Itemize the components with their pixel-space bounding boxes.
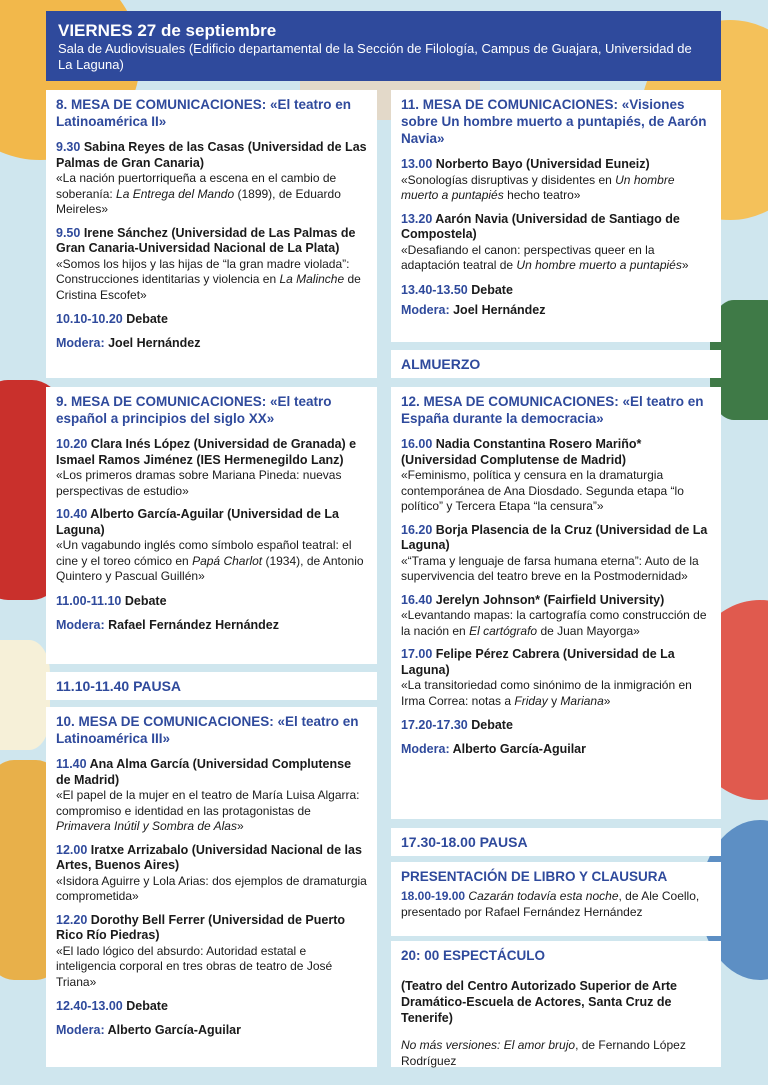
show-card <box>391 941 721 1067</box>
presentation-title: PRESENTACIÓN DE LIBRO Y CLAUSURA <box>401 869 668 884</box>
debate-line: 11.00-11.10 Debate <box>56 593 167 608</box>
talk-speaker: Aarón Navia (Universidad de Santiago de Compostela) <box>401 211 680 241</box>
debate-line: 10.10-10.20 Debate <box>56 312 168 326</box>
pause-strip: 11.10-11.40 PAUSA <box>46 672 377 700</box>
talk-title: «Desafiando el canon: perspectivas queer en la adaptación teatral de Un hombre muerto a puntapiés» <box>401 242 689 272</box>
day-header-banner <box>46 11 721 81</box>
talk-speaker: Sabina Reyes de las Casas (Universidad de Las Palmas de Gran Canaria) <box>56 140 367 170</box>
mesa-10-card <box>46 707 377 1067</box>
mesa-11-card <box>391 90 721 342</box>
mesa-title: 12. MESA DE COMUNICACIONES: «El teatro en España durante la democracia» <box>401 394 704 426</box>
talk-time: 16.00 <box>401 437 433 451</box>
mesa-9-card <box>46 387 377 664</box>
mesa-title: 10. MESA DE COMUNICACIONES: «El teatro en Latinoamérica III» <box>56 714 359 746</box>
talk-item <box>401 157 711 204</box>
talk-speaker: Irene Sánchez (Universidad de Las Palmas de Gran Canaria-Universidad Nacional de La Plata) <box>56 225 356 255</box>
talk-item <box>401 437 711 515</box>
talk-speaker: Clara Inés López (Universidad de Granada) e Ismael Ramos Jiménez (IES Hermenegildo Lanz) <box>56 437 357 467</box>
show-title: 20: 00 ESPECTÁCULO <box>401 948 546 963</box>
talk-time: 16.40 <box>401 592 433 607</box>
debate-line: 13.40-13.50 Debate <box>401 282 513 297</box>
talk-title: «Sonologías disruptivas y disidentes en Un hombre muerto a puntapiés hecho teatro» <box>401 172 675 202</box>
talk-item <box>56 507 367 585</box>
show-work: No más versiones: El amor brujo, de Fernando López Rodríguez <box>401 1038 686 1068</box>
talk-speaker: Alberto García-Aguilar (Universidad de La Laguna) <box>56 507 339 537</box>
talk-speaker: Jerelyn Johnson* (Fairfield University) <box>435 592 665 607</box>
talk-speaker: Nadia Constantina Rosero Mariño* (Universidad Complutense de Madrid) <box>401 437 642 467</box>
talk-title: «La transitoriedad como sinónimo de la inmigración en Irma Correa: notas a Friday y Mariana» <box>401 678 692 708</box>
talk-time: 16.20 <box>401 522 433 537</box>
talk-item <box>401 523 711 585</box>
talk-time: 13.00 <box>401 157 433 171</box>
talk-item <box>401 593 711 640</box>
talk-title: «Feminismo, política y censura en la dramaturgia contemporánea de Ana Diosdado. Segunda etapa “lo político” y Tercera Etapa “la censura”» <box>401 468 684 513</box>
talk-time: 11.40 <box>56 757 87 771</box>
mesa-title: 9. MESA DE COMUNICACIONES: «El teatro español a principios del siglo XX» <box>56 394 332 426</box>
talk-title: «El papel de la mujer en el teatro de María Luisa Algarra: compromiso e identidad en las protagonistas de Primavera Inútil y Sombra de Alas» <box>56 788 360 833</box>
talk-title: «Isidora Aguirre y Lola Arias: dos ejemplos de dramaturgia comprometida» <box>56 873 367 903</box>
mesa-title: 8. MESA DE COMUNICACIONES: «El teatro en Latinoamérica II» <box>56 97 352 129</box>
talk-time: 17.00 <box>401 647 433 661</box>
talk-speaker: Borja Plasencia de la Cruz (Universidad de La Laguna) <box>401 522 708 552</box>
talk-title: «Un vagabundo inglés como símbolo español teatral: el cine y el toreo cómico en Papá Charlot (1934), de Antonio Quintero y Pascual Guillén» <box>56 538 364 583</box>
talk-speaker: Felipe Pérez Cabrera (Universidad de La Laguna) <box>401 647 675 677</box>
talk-time: 10.20 <box>56 437 88 451</box>
pause-strip: 17.30-18.00 PAUSA <box>391 828 721 856</box>
talk-item <box>56 226 367 304</box>
talk-item <box>56 140 367 218</box>
venue-text: Sala de Audiovisuales (Edificio departamental de la Sección de Filología, Campus de Guajara, Universidad de La Laguna) <box>58 41 692 72</box>
talk-time: 13.20 <box>401 211 433 226</box>
talk-time: 12.00 <box>56 842 88 857</box>
talk-title: «El lado lógico del absurdo: Autoridad estatal e inteligencia corporal en tres obras de teatro de José Triana» <box>56 943 333 989</box>
mesa-title: 11. MESA DE COMUNICACIONES: «Visiones sobre Un hombre muerto a puntapiés, de Aarón Navia» <box>401 97 707 146</box>
talk-item <box>56 437 367 499</box>
book-presentation-card <box>391 862 721 936</box>
moderator-line: Modera: Rafael Fernández Hernández <box>56 617 279 632</box>
talk-speaker: Ana Alma García (Universidad Complutense de Madrid) <box>56 757 352 787</box>
day-title: VIERNES 27 de septiembre <box>58 21 277 40</box>
talk-item <box>401 647 711 709</box>
talk-title: «Los primeros dramas sobre Mariana Pineda: nuevas perspectivas de estudio» <box>56 468 342 498</box>
lunch-strip: ALMUERZO <box>391 350 721 378</box>
talk-time: 12.20 <box>56 912 88 927</box>
talk-speaker: Norberto Bayo (Universidad Euneiz) <box>435 157 650 171</box>
background-shape <box>0 640 50 750</box>
talk-item <box>56 913 367 991</box>
talk-title: «“Trama y lenguaje de farsa humana eterna”: Auto de la supervivencia del teatro breve en la Postmodernidad» <box>401 553 699 583</box>
talk-title: «La nación puertorriqueña a escena en el cambio de soberanía: La Entrega del Mando (1899), de Eduardo Meireles» <box>56 171 341 216</box>
debate-line: 17.20-17.30 Debate <box>401 718 513 732</box>
talk-item <box>401 212 711 274</box>
presentation-text: 18.00-19.00 Cazarán todavía esta noche, de Ale Coello, presentado por Rafael Fernández Hernández <box>401 889 700 919</box>
debate-line: 12.40-13.00 Debate <box>56 999 168 1013</box>
talk-title: «Levantando mapas: la cartografía como construcción de la nación en El cartógrafo de Juan Mayorga» <box>401 608 707 638</box>
mesa-12-card <box>391 387 721 819</box>
talk-item <box>56 843 367 905</box>
moderator-line: Modera: Alberto García-Aguilar <box>56 1023 242 1037</box>
show-organizer: (Teatro del Centro Autorizado Superior de Arte Dramático-Escuela de Actores, Santa Cruz de Tenerife) <box>401 979 677 1025</box>
moderator-line: Modera: Alberto García-Aguilar <box>401 742 587 756</box>
moderator-line: Modera: Joel Hernández <box>401 302 546 317</box>
talk-speaker: Dorothy Bell Ferrer (Universidad de Puerto Rico Río Piedras) <box>56 912 345 942</box>
talk-time: 9.50 <box>56 225 81 240</box>
talk-speaker: Iratxe Arrizabalo (Universidad Nacional de las Artes, Buenos Aires) <box>56 842 362 872</box>
talk-time: 9.30 <box>56 140 81 154</box>
mesa-8-card <box>46 90 377 378</box>
moderator-line: Modera: Joel Hernández <box>56 336 201 350</box>
talk-title: «Somos los hijos y las hijas de “la gran madre violada”: Construcciones identitarias y violencia en La Malinche de Cristina Escofet» <box>56 256 361 302</box>
talk-item <box>56 757 367 835</box>
talk-time: 10.40 <box>56 507 88 521</box>
